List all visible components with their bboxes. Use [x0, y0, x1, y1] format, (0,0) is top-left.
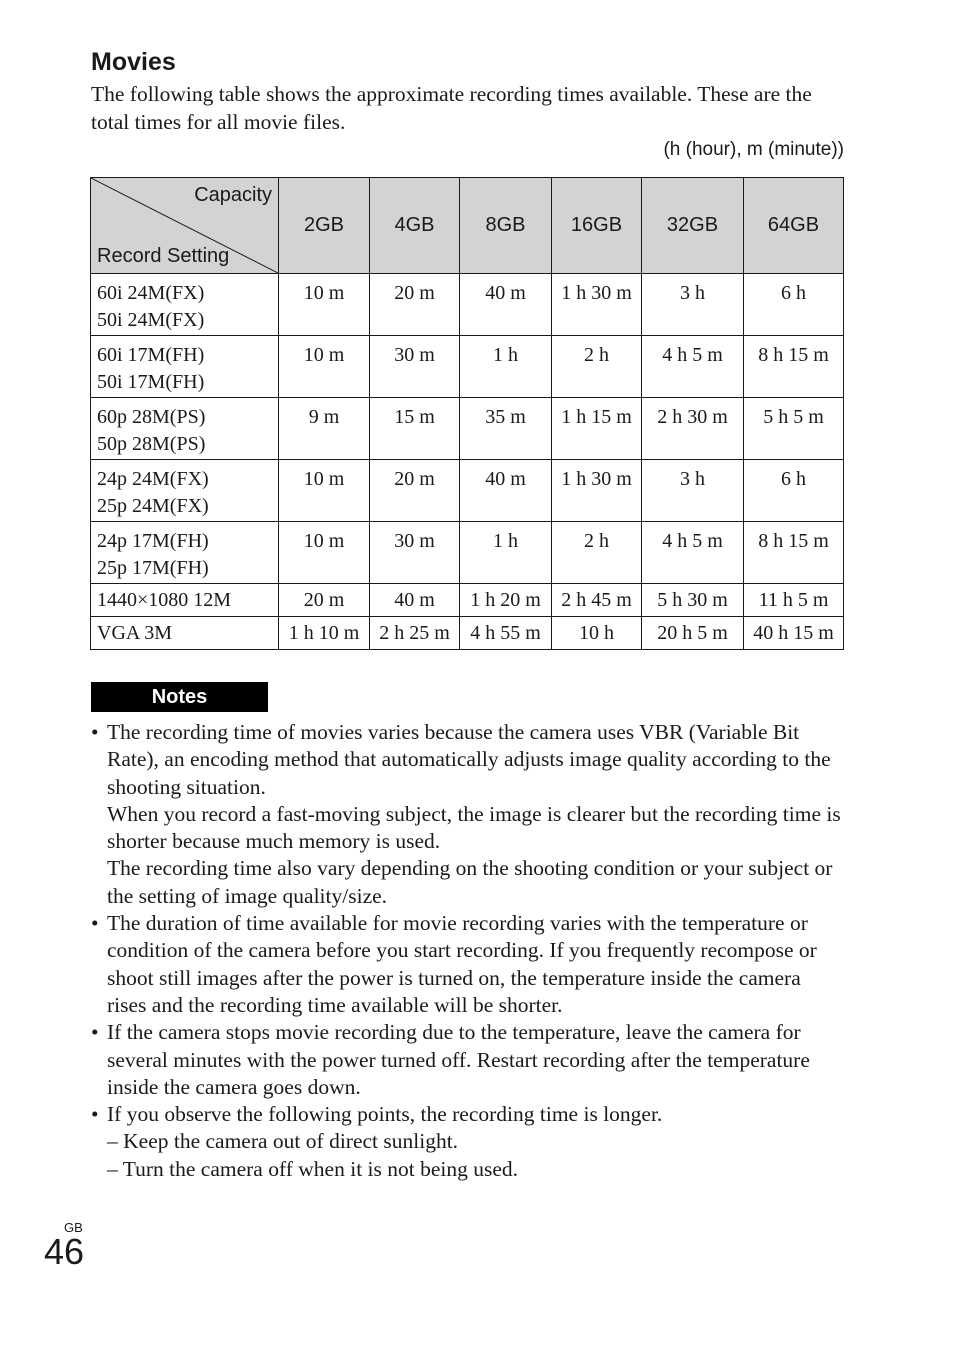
time-cell: 1 h 20 m	[460, 584, 552, 617]
time-cell: 5 h 30 m	[642, 584, 744, 617]
bullet: •	[91, 720, 99, 744]
time-cell: 30 m	[370, 336, 460, 398]
time-cell: 40 h 15 m	[744, 617, 844, 650]
time-cell: 4 h 5 m	[642, 336, 744, 398]
capacity-header: 8GB	[460, 178, 552, 274]
time-cell: 10 m	[279, 274, 370, 336]
note-item	[91, 719, 843, 910]
record-setting-cell: VGA 3M	[91, 617, 279, 650]
capacity-header: 4GB	[370, 178, 460, 274]
record-setting-cell: 60i 17M(FH) 50i 17M(FH)	[91, 336, 279, 398]
time-cell: 5 h 5 m	[744, 398, 844, 460]
time-cell: 1 h 10 m	[279, 617, 370, 650]
notes-list	[91, 719, 843, 1183]
time-cell: 8 h 15 m	[744, 336, 844, 398]
time-cell: 2 h	[552, 336, 642, 398]
section-title: Movies	[91, 48, 176, 76]
capacity-header: 32GB	[642, 178, 744, 274]
time-cell: 6 h	[744, 274, 844, 336]
time-cell: 3 h	[642, 460, 744, 522]
notes-heading: Notes	[91, 682, 268, 712]
page-number: 46	[44, 1231, 85, 1272]
time-cell: 20 h 5 m	[642, 617, 744, 650]
time-cell: 20 m	[370, 274, 460, 336]
note-paragraph: If the camera stops movie recording due to the temperature, leave the camera for several minutes with the power turned off. Restart recording after the temperature inside the camera goes down.	[107, 1020, 810, 1099]
time-cell: 10 m	[279, 522, 370, 584]
note-paragraph: The duration of time available for movie recording varies with the temperature or condition of the camera before you start recording. If you frequently recompose or shoot still images after the power is turned on, the temperature inside the camera rises and the recording time available will be shorter.	[107, 911, 817, 1017]
time-cell: 1 h 30 m	[552, 460, 642, 522]
time-cell: 10 m	[279, 460, 370, 522]
record-setting-cell: 60p 28M(PS) 50p 28M(PS)	[91, 398, 279, 460]
capacity-header: 16GB	[552, 178, 642, 274]
time-cell: 40 m	[460, 274, 552, 336]
time-cell: 2 h 25 m	[370, 617, 460, 650]
bullet: •	[91, 1020, 99, 1045]
time-cell: 11 h 5 m	[744, 584, 844, 617]
time-cell: 6 h	[744, 460, 844, 522]
note-item	[91, 1019, 843, 1101]
time-cell: 40 m	[460, 460, 552, 522]
corner-header-cell	[91, 178, 279, 274]
time-cell: 8 h 15 m	[744, 522, 844, 584]
time-cell: 10 h	[552, 617, 642, 650]
time-cell: 1 h 30 m	[552, 274, 642, 336]
table-row	[91, 274, 844, 336]
bullet: •	[91, 1102, 99, 1127]
region-code: GB	[64, 1220, 83, 1235]
record-setting-cell: 60i 24M(FX) 50i 24M(FX)	[91, 274, 279, 336]
capacity-label: Capacity	[194, 184, 272, 206]
table-row	[91, 617, 844, 650]
capacity-header: 64GB	[744, 178, 844, 274]
time-cell: 35 m	[460, 398, 552, 460]
time-cell: 2 h 45 m	[552, 584, 642, 617]
time-cell: 4 h 5 m	[642, 522, 744, 584]
time-cell: 1 h	[460, 522, 552, 584]
note-item	[91, 910, 843, 1019]
note-paragraph: The recording time of movies varies because the camera uses VBR (Variable Bit Rate), an encoding method that automatically adjusts image quality according to the shooting situation.	[107, 720, 831, 799]
table-row	[91, 336, 844, 398]
time-cell: 15 m	[370, 398, 460, 460]
bullet: •	[91, 911, 99, 936]
note-paragraph: If you observe the following points, the recording time is longer.	[107, 1102, 663, 1127]
record-setting-label: Record Setting	[97, 245, 230, 267]
units-note: (h (hour), m (minute))	[663, 139, 844, 160]
capacity-header: 2GB	[279, 178, 370, 274]
record-setting-cell: 24p 24M(FX) 25p 24M(FX)	[91, 460, 279, 522]
note-item	[91, 1101, 843, 1183]
time-cell: 20 m	[370, 460, 460, 522]
table-header-row	[91, 178, 844, 274]
table-row	[91, 522, 844, 584]
time-cell: 9 m	[279, 398, 370, 460]
note-subpoint: – Keep the camera out of direct sunlight.	[107, 1129, 459, 1154]
record-setting-cell: 1440×1080 12M	[91, 584, 279, 617]
note-paragraph: The recording time also vary depending on the shooting condition or your subject or the setting of image quality/size.	[107, 856, 833, 908]
recording-time-table	[90, 177, 844, 650]
time-cell: 1 h 15 m	[552, 398, 642, 460]
note-paragraph: When you record a fast-moving subject, the image is clearer but the recording time is shorter because much memory is used.	[107, 801, 841, 854]
table-row	[91, 460, 844, 522]
time-cell: 30 m	[370, 522, 460, 584]
time-cell: 10 m	[279, 336, 370, 398]
time-cell: 20 m	[279, 584, 370, 617]
time-cell: 4 h 55 m	[460, 617, 552, 650]
intro-text: The following table shows the approximate recording times available. These are the total times for all movie files.	[91, 82, 812, 134]
time-cell: 2 h 30 m	[642, 398, 744, 460]
time-cell: 1 h	[460, 336, 552, 398]
record-setting-cell: 24p 17M(FH) 25p 17M(FH)	[91, 522, 279, 584]
note-subpoint: – Turn the camera off when it is not being used.	[107, 1156, 519, 1181]
time-cell: 2 h	[552, 522, 642, 584]
time-cell: 3 h	[642, 274, 744, 336]
table-row	[91, 398, 844, 460]
table-row	[91, 584, 844, 617]
time-cell: 40 m	[370, 584, 460, 617]
